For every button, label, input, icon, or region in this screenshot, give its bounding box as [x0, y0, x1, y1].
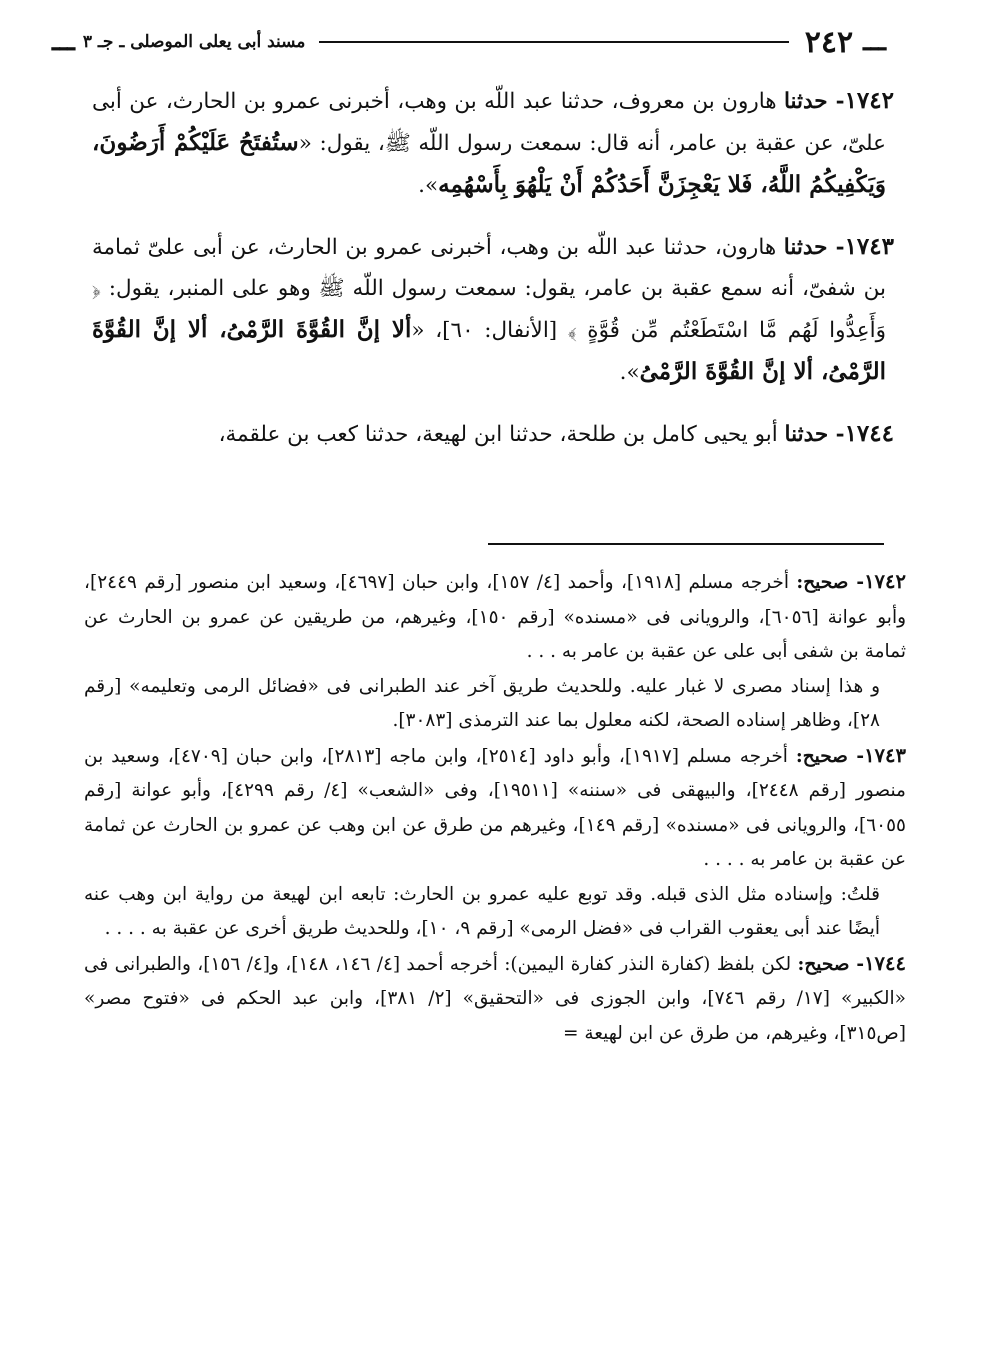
- header-dash: ـــ: [52, 27, 75, 57]
- note-number: ١٧٤٤: [864, 951, 906, 975]
- note-text: لكن بلفظ (كفارة النذر كفارة اليمين): أخرجه أحمد [٤/ ١٤٦، ١٤٨]، و[٤/ ١٥٦]، والطبرانى فى «الكبير» [١٧/ رقم ٧٤٦]، وابن الجوزى فى «التحقيق» [٢/ ٣٨١]، وابن عبد الحكم فى «فتوح مصر» [ص٣١٥]، وغيرهم، من طرق عن ابن لهيعة =: [84, 953, 906, 1044]
- hadith-text-end: ».: [418, 173, 439, 198]
- hadith-matn: ألا إنَّ القُوَّةَ الرَّمْىُ، ألا إنَّ القُوَّةَ الرَّمْىُ، ألا إنَّ القُوَّةَ الرَّمْىُ: [92, 316, 886, 385]
- note-text: أخرجه مسلم [١٩١٨]، وأحمد [٤/ ١٥٧]، وابن حبان [٤٦٩٧]، وسعيد ابن منصور [رقم ٢٤٤٩]، وأبو عوانة [٦٠٥٦]، والرويانى فى «مسنده» [رقم ١٥٠]، وغيرهم، من طريقين عن عمرو بن الحارث عن ثمامة بن شفى أبى على عن عقبة بن عامر به . . .: [84, 572, 907, 662]
- hadith-text: أبو يحيى كامل بن طلحة، حدثنا ابن لهيعة، حدثنا كعب بن علقمة،: [218, 422, 778, 447]
- footnote-1744: ١٧٤٤- صحيح: لكن بلفظ (كفارة النذر كفارة اليمين): أخرجه أحمد [٤/ ١٤٦، ١٤٨]، و[٤/ ١٥٦]، والطبرانى فى «الكبير» [١٧/ رقم ٧٤٦]، وابن الجوزى فى «التحقيق» [٢/ ٣٨١]، وابن عبد الحكم فى «فتوح مصر» [ص٣١٥]، وغيرهم، من طرق عن ابن لهيعة =: [84, 951, 906, 1044]
- hadith-lead: حدثنا: [783, 235, 828, 260]
- book-title: مسند أبى يعلى الموصلى ـ جـ ٣: [82, 32, 306, 52]
- note-number: ١٧٤٣: [864, 743, 906, 767]
- footnote-divider: [488, 543, 884, 545]
- footnote-1743: ١٧٤٣- صحيح: أخرجه مسلم [١٩١٧]، وأبو داود [٢٥١٤]، وابن ماجه [٢٨١٣]، وابن حبان [٤٧٠٩]، وسعيد بن منصور [رقم ٢٤٤٨]، والبيهقى فى «سننه» [١٩٥١١]، وفى «الشعب» [٤/ رقم ٤٢٩٩]، وأبو عوانة [رقم ٦٠٥٥]، والرويانى فى «مسنده» [رقم ١٤٩]، وغيرهم من طرق عن ابن وهب عن عمرو بن الحارث عن ثمامة عن عقبة بن عامر به . . . .: [84, 743, 906, 870]
- footnote-1742: ١٧٤٢- صحيح: أخرجه مسلم [١٩١٨]، وأحمد [٤/ ١٥٧]، وابن حبان [٤٦٩٧]، وسعيد ابن منصور [رقم ٢٤٤٩]، وأبو عوانة [٦٠٥٦]، والرويانى فى «مسنده» [رقم ١٥٠]، وغيرهم، من طريقين عن عمرو بن الحارث عن ثمامة بن شفى أبى على عن عقبة بن عامر به . . .: [84, 570, 907, 662]
- footnote-1742-comment: و هذا إسناد مصرى لا غبار عليه. وللحديث طريق آخر عند الطبرانى فى «فضائل الرمى وتعليمه» [رقم ٢٨]، وظاهر إسناده الصحة، لكنه معلول بما عند الترمذى [٣٠٨٣].: [84, 675, 880, 731]
- hadith-number: ١٧٤٣: [844, 233, 894, 260]
- page-header: [48, 22, 890, 62]
- note-grade: صحيح:: [797, 953, 850, 975]
- main-text: [92, 80, 894, 475]
- hadith-1743: ١٧٤٣- حدثنا هارون، حدثنا عبد اللّه بن وهب، أخبرنى عمرو بن الحارث، عن أبى علىّ ثمامة بن شفىّ، أنه سمع عقبة بن عامر، يقول: سمعت رسول اللّه ﷺ وهو على المنبر، يقول: ﴿ وَأَعِدُّوا لَهُم مَّا اسْتَطَعْتُم مِّن قُوَّةٍ ﴾ [الأنفال: ٦٠]، «ألا إنَّ القُوَّةَ الرَّمْىُ، ألا إنَّ القُوَّةَ الرَّمْىُ، ألا إنَّ القُوَّةَ الرَّمْىُ».: [92, 233, 894, 385]
- header-dash: ـــ: [863, 27, 886, 57]
- note-grade: صحيح:: [795, 745, 848, 767]
- header-rule: [319, 41, 788, 43]
- hadith-lead: حدثنا: [784, 89, 828, 114]
- note-grade: صحيح:: [796, 572, 849, 593]
- hadith-1744: ١٧٤٤- حدثنا أبو يحيى كامل بن طلحة، حدثنا ابن لهيعة، حدثنا كعب بن علقمة،: [218, 420, 894, 447]
- page-number: ٢٤٢: [804, 24, 854, 60]
- hadith-matn: ستُفتَحُ عَلَيْكُمْ أَرَضُونَ، وَيَكْفِيكُمُ اللَّهُ، فَلا يَعْجِزَنَّ أَحَدُكُمْ أَنْ يَلْهُوَ بِأَسْهُمِه: [92, 129, 886, 198]
- note-number: ١٧٤٢: [864, 570, 906, 593]
- hadith-1742: ١٧٤٢- حدثنا هارون بن معروف، حدثنا عبد اللّه بن وهب، أخبرنى عمرو بن الحارث، عن أبى علىّ، عن عقبة بن عامر، أنه قال: سمعت رسول اللّه ﷺ، يقول: «ستُفتَحُ عَلَيْكُمْ أَرَضُونَ، وَيَكْفِيكُمُ اللَّهُ، فَلا يَعْجِزَنَّ أَحَدُكُمْ أَنْ يَلْهُوَ بِأَسْهُمِه».: [92, 87, 894, 198]
- hadith-lead: حدثنا: [784, 422, 829, 447]
- footnotes: [84, 565, 906, 1051]
- hadith-text: هارون، حدثنا عبد اللّه بن وهب، أخبرنى عمرو بن الحارث، عن أبى علىّ ثمامة بن شفىّ، أنه سمع عقبة بن عامر، يقول: سمعت رسول اللّه ﷺ وهو على المنبر، يقول: ﴿ وَأَعِدُّوا لَهُم مَّا اسْتَطَعْتُم مِّن قُوَّةٍ ﴾ [الأنفال: ٦٠]، «: [92, 235, 886, 343]
- note-text: أخرجه مسلم [١٩١٧]، وأبو داود [٢٥١٤]، وابن ماجه [٢٨١٣]، وابن حبان [٤٧٠٩]، وسعيد بن منصور [رقم ٢٤٤٨]، والبيهقى فى «سننه» [١٩٥١١]، وفى «الشعب» [٤/ رقم ٤٢٩٩]، وأبو عوانة [رقم ٦٠٥٥]، والرويانى فى «مسنده» [رقم ١٤٩]، وغيرهم من طرق عن ابن وهب عن عمرو بن الحارث عن ثمامة عن عقبة بن عامر به . . . .: [84, 745, 906, 870]
- hadith-number: ١٧٤٤: [844, 420, 894, 447]
- hadith-number: ١٧٤٢: [844, 87, 894, 114]
- hadith-text: هارون بن معروف، حدثنا عبد اللّه بن وهب، أخبرنى عمرو بن الحارث، عن أبى علىّ، عن عقبة بن عامر، أنه قال: سمعت رسول اللّه ﷺ، يقول: «: [92, 89, 886, 156]
- hadith-text-end: ».: [619, 360, 640, 385]
- footnote-1743-comment: قلتُ: وإسناده مثل الذى قبله. وقد توبع عليه عمرو بن الحارث: تابعه ابن لهيعة من رواية ابن وهب عنه أيضًا عند أبى يعقوب القراب فى «فضل الرمى» [رقم ٩، ١٠]، وللحديث طريق أخرى عن عقبة به . . . .: [84, 883, 880, 939]
